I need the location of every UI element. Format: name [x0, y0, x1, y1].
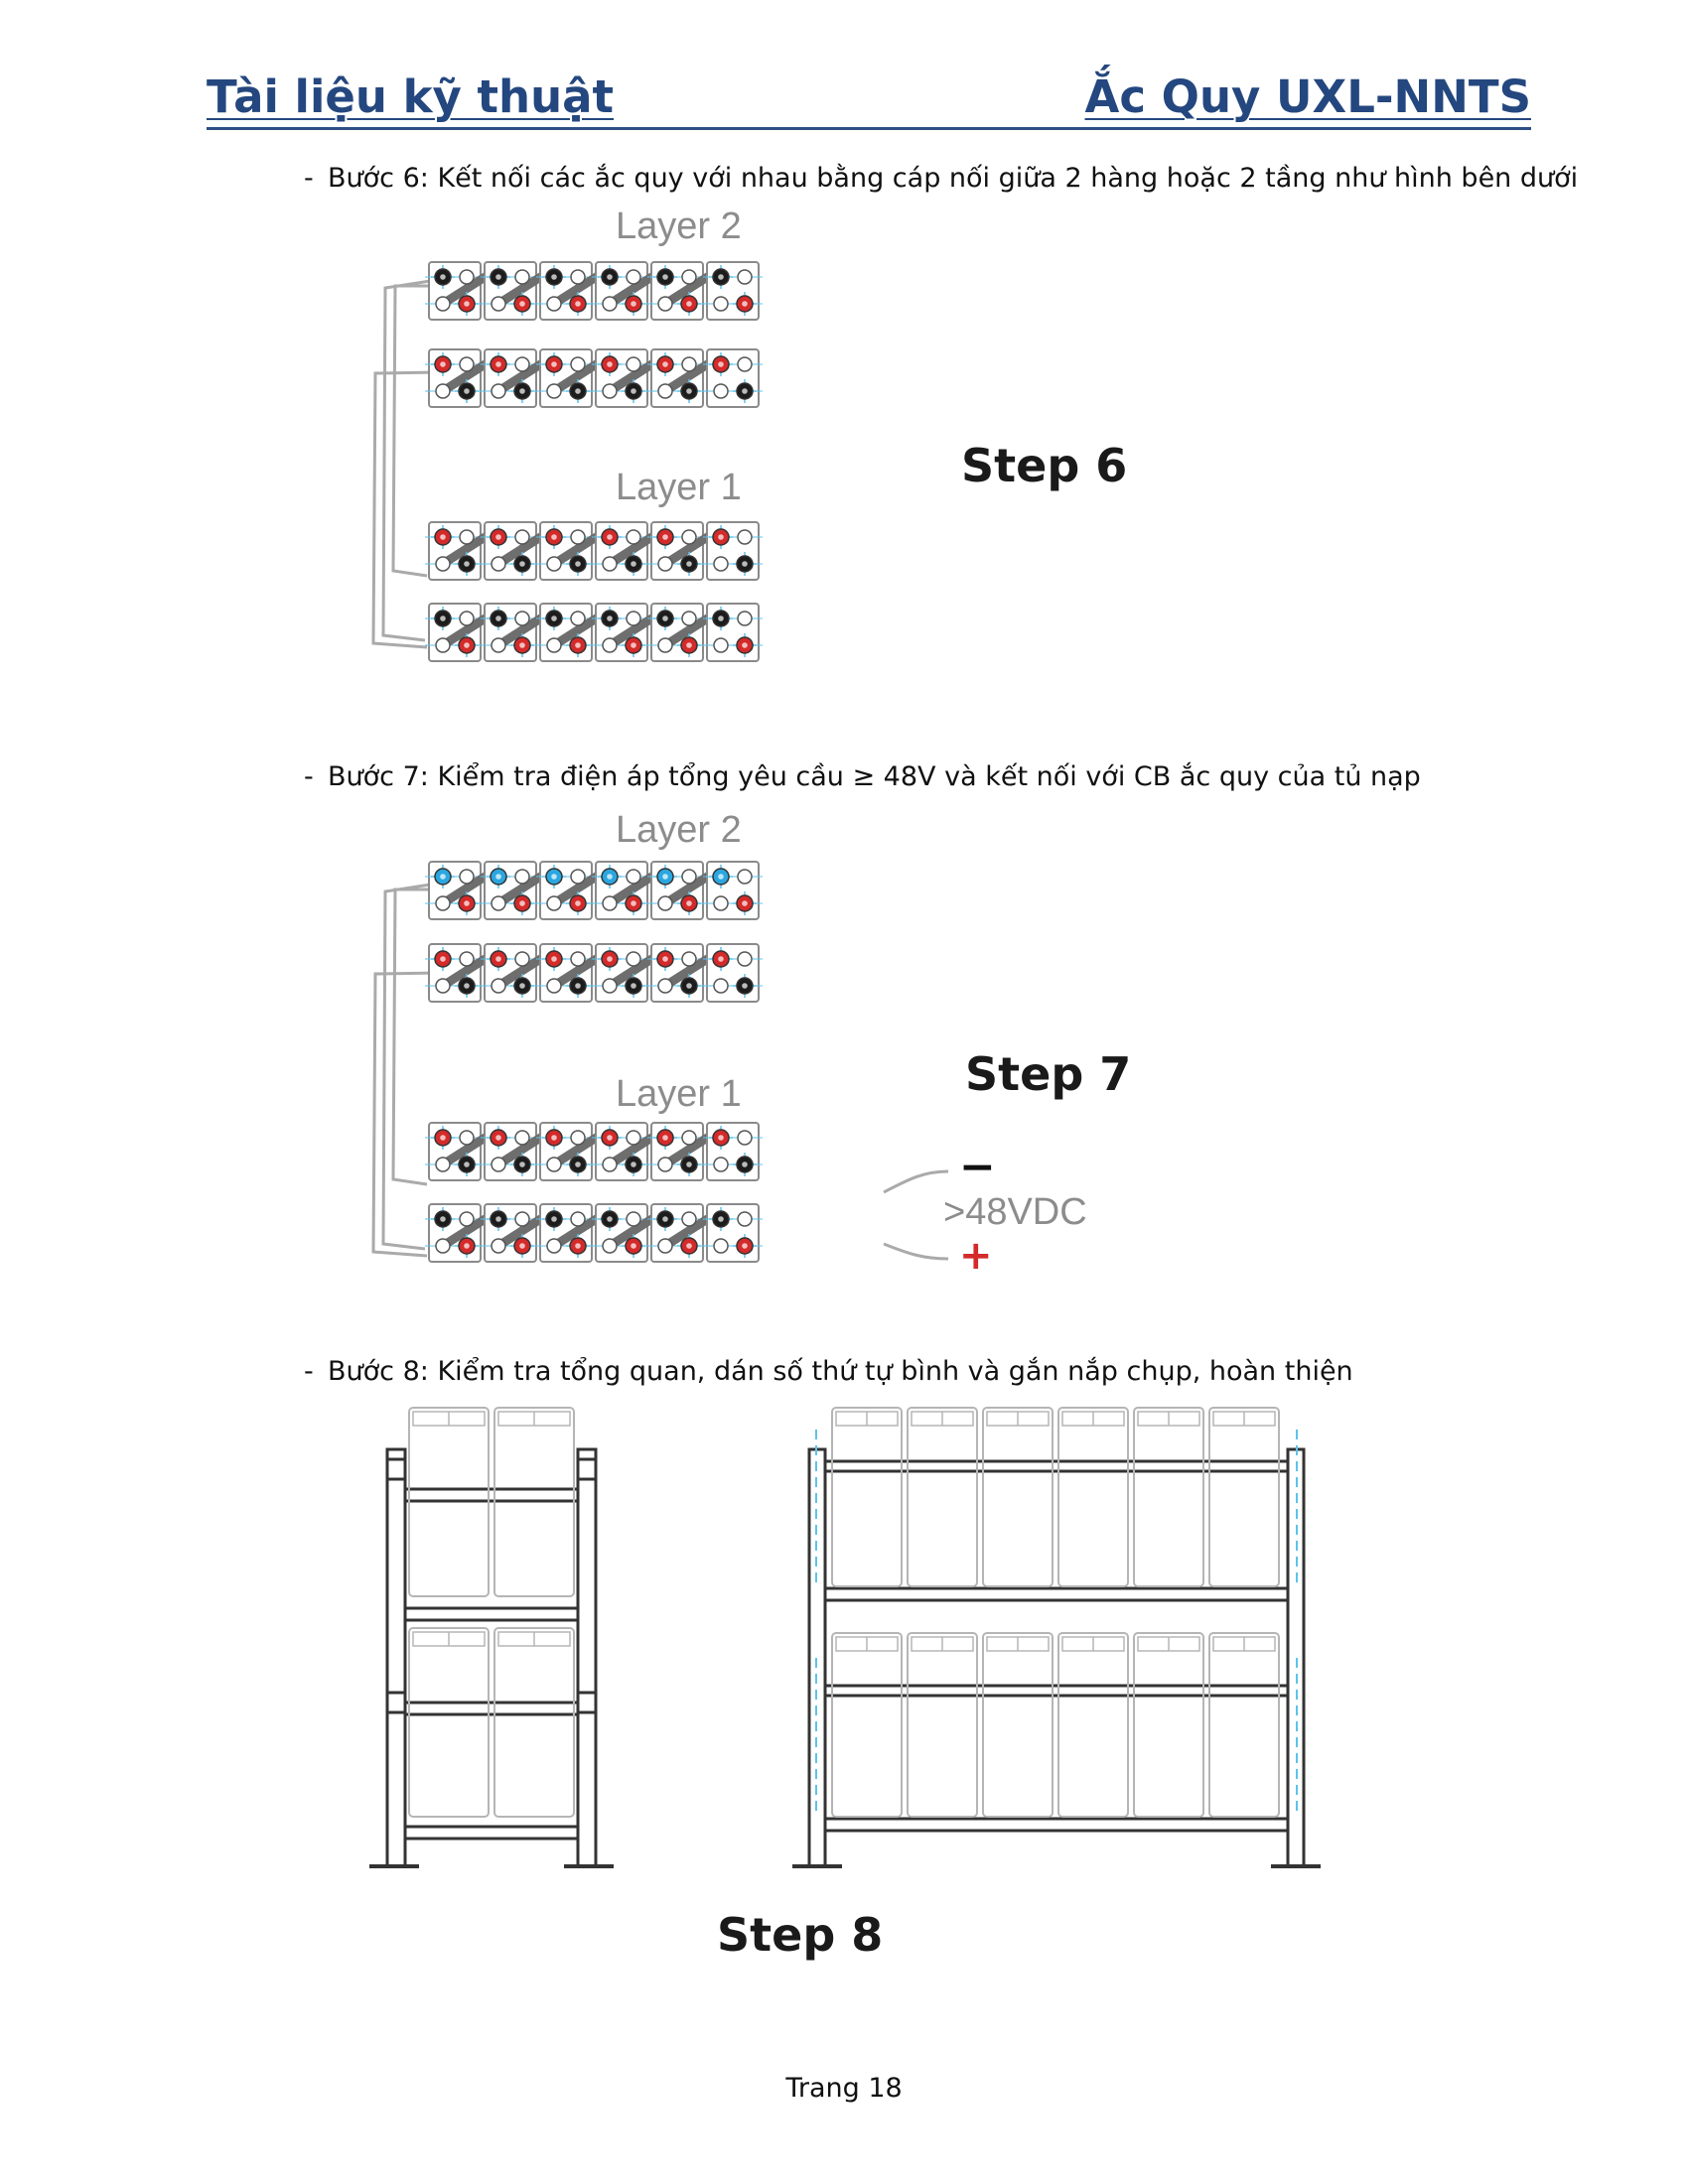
small-terminal — [436, 638, 450, 652]
small-terminal — [492, 557, 505, 571]
cell-outline — [596, 262, 647, 320]
small-terminal — [738, 612, 752, 625]
battery-cell — [425, 1204, 487, 1262]
side-view-batteries — [409, 1408, 574, 1817]
small-terminal — [460, 612, 474, 625]
cell-outline — [429, 604, 481, 661]
small-terminal — [460, 270, 474, 284]
battery-cell — [536, 944, 598, 1002]
battery-cell — [536, 862, 598, 919]
battery-cell — [647, 349, 709, 407]
small-terminal — [682, 870, 696, 884]
cell-outline — [596, 862, 647, 919]
small-terminal — [627, 357, 640, 371]
cell-outline — [485, 604, 536, 661]
cell-outline — [540, 1123, 592, 1180]
battery-cell — [647, 522, 709, 580]
voltage-label: >48VDC — [943, 1191, 1087, 1233]
battery-cell — [425, 522, 487, 580]
cell-outline — [485, 262, 536, 320]
cell-outline — [429, 862, 481, 919]
battery-cell — [647, 1123, 709, 1180]
small-terminal — [460, 952, 474, 966]
small-terminal — [682, 1212, 696, 1226]
small-terminal — [658, 979, 672, 993]
page-header — [207, 64, 1531, 130]
small-terminal — [682, 270, 696, 284]
small-terminal — [547, 1158, 561, 1171]
cell-outline — [540, 944, 592, 1002]
cell-outline — [651, 262, 703, 320]
battery-cell — [536, 1123, 598, 1180]
small-terminal — [436, 979, 450, 993]
battery-unit — [983, 1633, 1053, 1817]
step-7-text: Bước 7: Kiểm tra điện áp tổng yêu cầu ≥ 48V và kết nối với CB ắc quy của tủ nạp — [328, 761, 1421, 792]
step-6-label: Step 6 — [961, 439, 1128, 492]
front-view-guides — [816, 1430, 1297, 1817]
step-6-text: Bước 6: Kết nối các ắc quy với nhau bằng cáp nối giữa 2 hàng hoặc 2 tầng như hình bên dưới — [328, 163, 1579, 194]
cell-outline — [485, 349, 536, 407]
cell-outline — [707, 1204, 759, 1262]
cell-outline — [485, 1123, 536, 1180]
cell-outline — [429, 349, 481, 407]
small-terminal — [714, 1158, 728, 1171]
small-terminal — [492, 1158, 505, 1171]
small-terminal — [547, 979, 561, 993]
small-terminal — [492, 979, 505, 993]
battery-cell — [703, 522, 763, 580]
layer-2-label: Layer 2 — [616, 809, 742, 851]
small-terminal — [547, 384, 561, 398]
small-terminal — [603, 557, 617, 571]
positive-terminal-sign: + — [959, 1233, 993, 1279]
small-terminal — [547, 638, 561, 652]
cell-outline — [429, 522, 481, 580]
small-terminal — [547, 557, 561, 571]
cell-outline — [596, 522, 647, 580]
cell-outline — [651, 349, 703, 407]
small-terminal — [436, 896, 450, 910]
small-terminal — [515, 612, 529, 625]
battery-cell — [703, 1123, 763, 1180]
small-terminal — [658, 297, 672, 311]
battery-unit — [832, 1633, 902, 1817]
small-terminal — [714, 1239, 728, 1253]
small-terminal — [515, 870, 529, 884]
small-terminal — [714, 638, 728, 652]
page-number: Trang 18 — [785, 2073, 903, 2104]
battery-cell — [592, 1123, 653, 1180]
battery-cell — [425, 944, 487, 1002]
battery-cell — [481, 1123, 542, 1180]
small-terminal — [627, 530, 640, 544]
small-terminal — [603, 979, 617, 993]
battery-cell — [703, 862, 763, 919]
battery-cell — [592, 862, 653, 919]
battery-unit — [409, 1628, 489, 1817]
step-6-figure — [367, 199, 1162, 715]
cell-outline — [651, 944, 703, 1002]
layer-1-label: Layer 1 — [616, 1073, 742, 1115]
cell-outline — [540, 522, 592, 580]
cell-outline — [596, 349, 647, 407]
document-title: Tài liệu kỹ thuật — [207, 70, 615, 123]
step-7-figure — [367, 802, 1162, 1318]
inter-layer-cables — [373, 884, 439, 1256]
cell-outline — [651, 862, 703, 919]
battery-cell — [536, 1204, 598, 1262]
battery-cell — [536, 604, 598, 661]
cell-outline — [707, 862, 759, 919]
battery-cell — [647, 944, 709, 1002]
layer-2-label: Layer 2 — [616, 205, 742, 247]
step-8-instruction — [304, 1356, 1353, 1387]
small-terminal — [571, 870, 585, 884]
small-terminal — [627, 612, 640, 625]
small-terminal — [658, 384, 672, 398]
small-terminal — [515, 270, 529, 284]
cell-outline — [485, 522, 536, 580]
cell-outline — [651, 604, 703, 661]
small-terminal — [603, 896, 617, 910]
small-terminal — [460, 870, 474, 884]
small-terminal — [658, 638, 672, 652]
small-terminal — [682, 952, 696, 966]
small-terminal — [738, 357, 752, 371]
battery-cell — [425, 604, 487, 661]
cell-outline — [540, 349, 592, 407]
battery-cell — [481, 262, 542, 320]
battery-cell — [536, 522, 598, 580]
step-6-instruction — [304, 163, 1578, 194]
small-terminal — [738, 1131, 752, 1145]
battery-cell — [703, 1204, 763, 1262]
small-terminal — [460, 357, 474, 371]
cell-outline — [596, 604, 647, 661]
small-terminal — [682, 530, 696, 544]
small-terminal — [436, 1239, 450, 1253]
battery-unit — [1209, 1633, 1279, 1817]
small-terminal — [492, 1239, 505, 1253]
small-terminal — [492, 384, 505, 398]
step-8-label: Step 8 — [717, 1908, 884, 1962]
cell-outline — [540, 604, 592, 661]
cell-outline — [596, 944, 647, 1002]
battery-cell — [425, 1123, 487, 1180]
small-terminal — [515, 357, 529, 371]
small-terminal — [571, 270, 585, 284]
rack-side-view — [369, 1449, 614, 1866]
battery-cell — [592, 349, 653, 407]
small-terminal — [492, 896, 505, 910]
battery-unit — [1058, 1408, 1128, 1586]
rack-front-view — [792, 1449, 1321, 1866]
small-terminal — [714, 557, 728, 571]
battery-cell — [703, 349, 763, 407]
battery-unit — [1134, 1633, 1203, 1817]
cell-outline — [485, 862, 536, 919]
cell-outline — [485, 944, 536, 1002]
small-terminal — [627, 1212, 640, 1226]
negative-terminal-sign: − — [959, 1142, 996, 1192]
battery-cell — [481, 349, 542, 407]
battery-cell — [536, 349, 598, 407]
battery-cell — [703, 604, 763, 661]
small-terminal — [436, 557, 450, 571]
small-terminal — [603, 1158, 617, 1171]
battery-unit — [1209, 1408, 1279, 1586]
small-terminal — [460, 1131, 474, 1145]
battery-cell — [647, 262, 709, 320]
small-terminal — [738, 1212, 752, 1226]
small-terminal — [738, 952, 752, 966]
small-terminal — [547, 297, 561, 311]
inter-layer-cables — [373, 280, 439, 647]
small-terminal — [627, 270, 640, 284]
cell-outline — [485, 1204, 536, 1262]
small-terminal — [571, 952, 585, 966]
small-terminal — [571, 530, 585, 544]
small-terminal — [460, 1212, 474, 1226]
battery-cell — [425, 262, 487, 320]
cell-outline — [429, 1204, 481, 1262]
small-terminal — [515, 1131, 529, 1145]
cell-outline — [651, 1123, 703, 1180]
small-terminal — [714, 384, 728, 398]
cell-outline — [429, 1123, 481, 1180]
step-8-figure — [367, 1390, 1340, 1976]
cell-outline — [540, 262, 592, 320]
small-terminal — [603, 384, 617, 398]
battery-cell — [592, 944, 653, 1002]
bullet-dash: - — [304, 761, 314, 792]
battery-cell — [481, 604, 542, 661]
cell-outline — [651, 522, 703, 580]
small-terminal — [682, 612, 696, 625]
small-terminal — [714, 896, 728, 910]
cell-outline — [707, 522, 759, 580]
small-terminal — [515, 530, 529, 544]
small-terminal — [436, 1158, 450, 1171]
small-terminal — [603, 638, 617, 652]
battery-cell — [481, 1204, 542, 1262]
small-terminal — [571, 1131, 585, 1145]
step-7-label: Step 7 — [965, 1047, 1132, 1101]
small-terminal — [627, 870, 640, 884]
small-terminal — [658, 1239, 672, 1253]
bullet-dash: - — [304, 163, 314, 194]
cell-outline — [707, 1123, 759, 1180]
bullet-dash: - — [304, 1356, 314, 1387]
battery-cell — [481, 862, 542, 919]
layer-1-label: Layer 1 — [616, 467, 742, 508]
small-terminal — [547, 1239, 561, 1253]
step-8-text: Bước 8: Kiểm tra tổng quan, dán số thứ tự bình và gắn nắp chụp, hoàn thiện — [328, 1356, 1353, 1387]
cell-outline — [596, 1204, 647, 1262]
small-terminal — [571, 1212, 585, 1226]
product-title: Ắc Quy UXL-NNTS — [1084, 70, 1531, 123]
battery-unit — [983, 1408, 1053, 1586]
step-7-instruction — [304, 761, 1421, 792]
small-terminal — [603, 297, 617, 311]
small-terminal — [436, 384, 450, 398]
small-terminal — [603, 1239, 617, 1253]
cell-outline — [651, 1204, 703, 1262]
small-terminal — [682, 1131, 696, 1145]
small-terminal — [658, 1158, 672, 1171]
battery-cell — [703, 944, 763, 1002]
battery-unit — [832, 1408, 902, 1586]
battery-cell — [647, 1204, 709, 1262]
cell-outline — [707, 349, 759, 407]
cell-outline — [429, 262, 481, 320]
small-terminal — [492, 638, 505, 652]
battery-cell — [425, 862, 487, 919]
small-terminal — [436, 297, 450, 311]
cell-outline — [707, 262, 759, 320]
front-view-batteries — [832, 1408, 1279, 1817]
small-terminal — [515, 952, 529, 966]
battery-cell — [647, 862, 709, 919]
cell-outline — [540, 1204, 592, 1262]
small-terminal — [460, 530, 474, 544]
cell-outline — [429, 944, 481, 1002]
small-terminal — [492, 297, 505, 311]
small-terminal — [571, 612, 585, 625]
battery-unit — [1058, 1633, 1128, 1817]
cell-outline — [540, 862, 592, 919]
battery-cell — [425, 349, 487, 407]
battery-unit — [494, 1628, 574, 1817]
battery-cell — [536, 262, 598, 320]
battery-cell — [592, 1204, 653, 1262]
cell-outline — [596, 1123, 647, 1180]
small-terminal — [738, 870, 752, 884]
battery-cell — [481, 522, 542, 580]
small-terminal — [571, 357, 585, 371]
small-terminal — [627, 952, 640, 966]
small-terminal — [658, 557, 672, 571]
battery-unit — [1134, 1408, 1203, 1586]
battery-cell — [592, 262, 653, 320]
battery-unit — [908, 1408, 977, 1586]
small-terminal — [627, 1131, 640, 1145]
small-terminal — [682, 357, 696, 371]
small-terminal — [658, 896, 672, 910]
output-cables — [884, 1171, 948, 1259]
battery-unit — [908, 1633, 977, 1817]
small-terminal — [738, 270, 752, 284]
battery-cell — [647, 604, 709, 661]
cell-outline — [707, 944, 759, 1002]
small-terminal — [515, 1212, 529, 1226]
small-terminal — [738, 530, 752, 544]
battery-cell — [592, 522, 653, 580]
small-terminal — [714, 979, 728, 993]
cell-outline — [707, 604, 759, 661]
battery-cell — [703, 262, 763, 320]
small-terminal — [547, 896, 561, 910]
small-terminal — [714, 297, 728, 311]
battery-cell — [481, 944, 542, 1002]
battery-cell — [592, 604, 653, 661]
